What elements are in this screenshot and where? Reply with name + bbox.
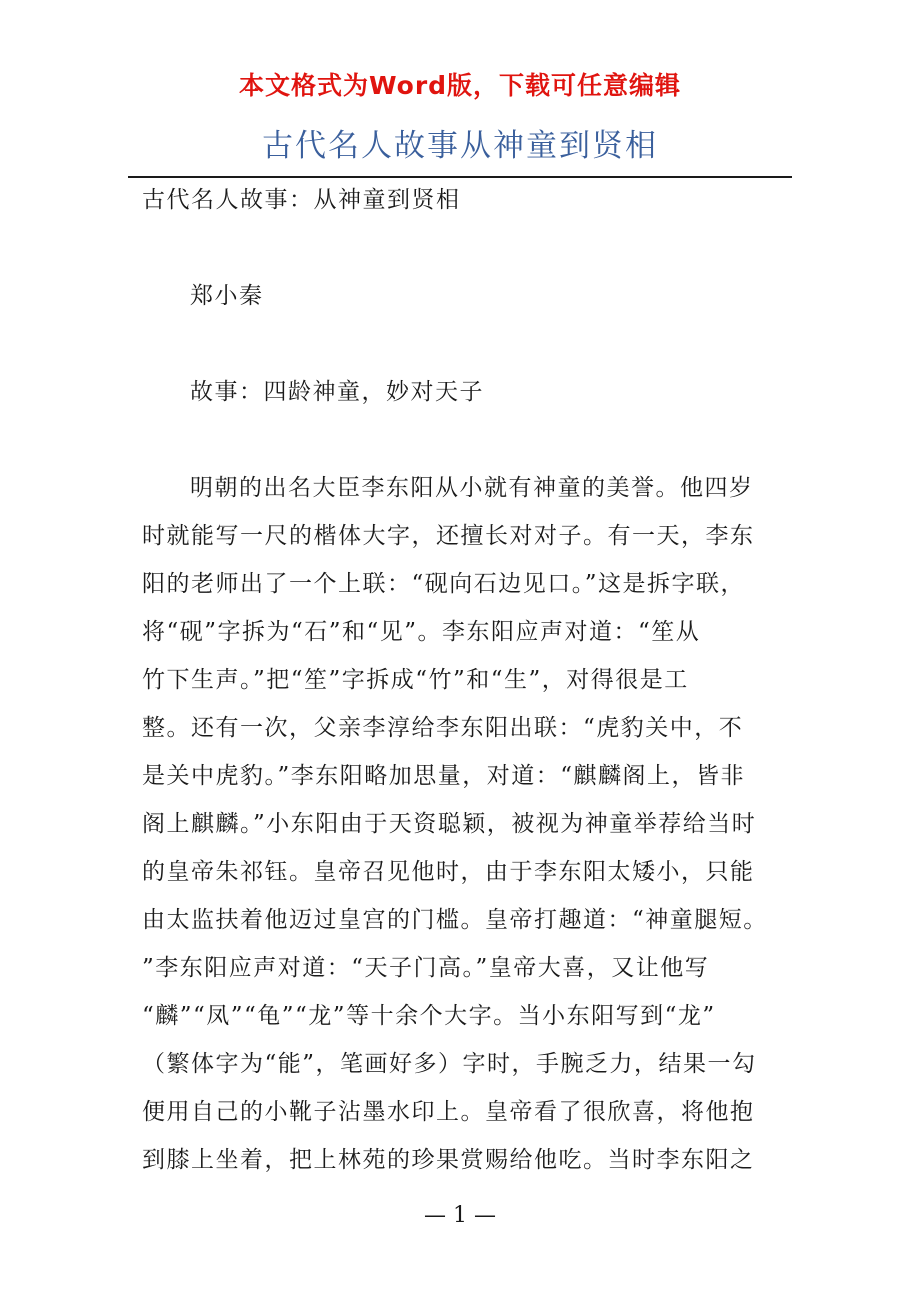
page-number: — 1 —	[424, 1203, 496, 1228]
paragraph-line: “麟”“凤”“龟”“龙”等十余个大字。当小东阳写到“龙”	[142, 1003, 716, 1029]
paragraph-line: 是关中虎豹。”李东阳略加思量，对道：“麒麟阁上，皆非	[142, 763, 746, 789]
paragraph-line: 的皇帝朱祁钰。皇帝召见他时，由于李东阳太矮小，只能	[142, 859, 755, 885]
paragraph-line: 由太监扶着他迈过皇宫的门槛。皇帝打趣道：“神童腿短。	[142, 907, 768, 933]
paragraph-line: 阁上麒麟。”小东阳由于天资聪颖，被视为神童举荐给当时	[142, 811, 757, 837]
document-body	[142, 180, 782, 1188]
document-title: 古代名人故事从神童到贤相	[262, 128, 658, 164]
paragraph-line: 竹下生声。”把“笙”字拆成“竹”和“生”，对得很是工	[142, 667, 689, 693]
paragraph-line: 阳的老师出了一个上联：“砚向石边见口。”这是拆字联，	[142, 571, 746, 597]
paragraph-line: 明朝的出名大臣李东阳从小就有神童的美誉。他四岁	[190, 475, 754, 501]
header-divider	[128, 176, 792, 178]
story-paragraph	[142, 468, 782, 1188]
blank-line	[142, 324, 782, 372]
paragraph-line: ”李东阳应声对道：“天子门高。”皇帝大喜，又让他写	[142, 955, 710, 981]
paragraph-line: 将“砚”字拆为“石”和“见”。李东阳应声对道：“笙从	[142, 619, 701, 645]
paragraph-line: 整。还有一次，父亲李淳给李东阳出联：“虎豹关中，不	[142, 715, 744, 741]
section-heading: 故事：四龄神童，妙对天子	[190, 379, 484, 405]
author-name: 郑小秦	[190, 283, 264, 309]
paragraph-line: 到膝上坐着，把上林苑的珍果赏赐给他吃。当时李东阳之	[142, 1147, 755, 1173]
blank-line	[142, 228, 782, 276]
paragraph-line: （繁体字为“能”，笔画好多）字时，手腕乏力，结果一勾	[142, 1051, 757, 1077]
paragraph-line: 便用自己的小靴子沾墨水印上。皇帝看了很欣喜，将他抱	[142, 1099, 755, 1125]
paragraph-line: 时就能写一尺的楷体大字，还擅长对对子。有一天，李东	[142, 523, 755, 549]
format-notice: 本文格式为Word版，下载可任意编辑	[238, 71, 682, 100]
subtitle: 古代名人故事：从神童到贤相	[142, 187, 461, 213]
blank-line	[142, 420, 782, 468]
